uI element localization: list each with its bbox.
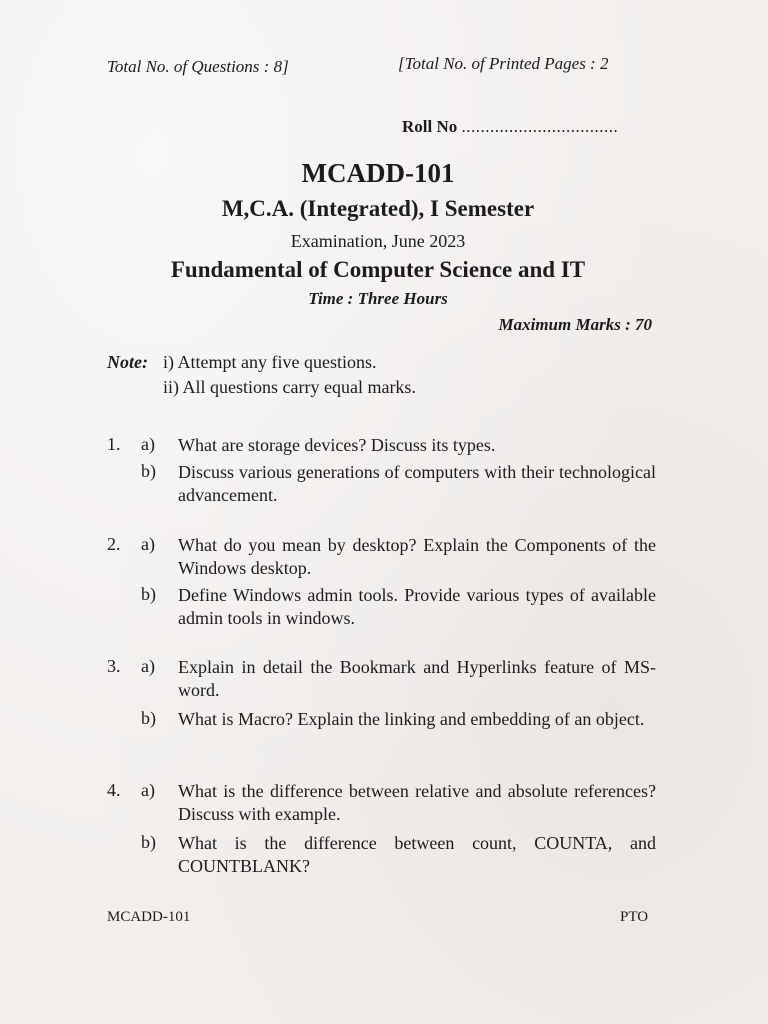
question-part-label: b) xyxy=(141,708,156,728)
exam-duration: Time : Three Hours xyxy=(308,289,448,308)
footer-paper-code: MCADD-101 xyxy=(107,909,191,925)
question-part-label: b) xyxy=(141,584,156,604)
total-printed-pages: [Total No. of Printed Pages : 2 xyxy=(398,54,609,73)
question-number: 4. xyxy=(107,780,121,800)
question-number: 3. xyxy=(107,656,121,676)
question-number: 1. xyxy=(107,434,121,454)
course-title: M,C.A. (Integrated), I Semester xyxy=(221,196,535,221)
footer-pto: PTO xyxy=(620,909,649,925)
question-text: What do you mean by desktop? Explain the Components of the Windows desktop. xyxy=(178,535,656,578)
note-item: i) Attempt any five questions. xyxy=(163,352,377,372)
roll-number-blank: ................................. xyxy=(461,117,619,136)
question-text: What is the difference between relative and absolute references? Discuss with example. xyxy=(178,781,656,824)
maximum-marks: Maximum Marks : 70 xyxy=(498,315,652,334)
question-number: 2. xyxy=(107,534,121,554)
question-part-label: b) xyxy=(141,832,156,852)
note-item: ii) All questions carry equal marks. xyxy=(163,377,416,397)
question-part-label: a) xyxy=(141,656,155,676)
question-text: What are storage devices? Discuss its types. xyxy=(178,435,496,455)
total-questions: Total No. of Questions : 8] xyxy=(107,57,289,76)
question-text: Define Windows admin tools. Provide various types of available admin tools in windows. xyxy=(178,585,656,628)
roll-number-field xyxy=(402,117,618,137)
question-text: What is the difference between count, COUNTA, and COUNTBLANK? xyxy=(178,833,656,876)
exam-session: Examination, June 2023 xyxy=(290,231,466,251)
question-part-label: a) xyxy=(141,780,155,800)
roll-number-label: Roll No xyxy=(402,117,458,136)
question-text: Discuss various generations of computers with their technological advancement. xyxy=(178,462,656,505)
paper-code: MCADD-101 xyxy=(301,158,455,188)
question-text: Explain in detail the Bookmark and Hyperlinks feature of MS-word. xyxy=(178,657,656,700)
question-part-label: a) xyxy=(141,534,155,554)
question-text: What is Macro? Explain the linking and embedding of an object. xyxy=(178,709,645,729)
note-label: Note: xyxy=(107,352,148,372)
subject-title: Fundamental of Computer Science and IT xyxy=(170,257,586,282)
question-part-label: a) xyxy=(141,434,155,454)
question-part-label: b) xyxy=(141,461,156,481)
